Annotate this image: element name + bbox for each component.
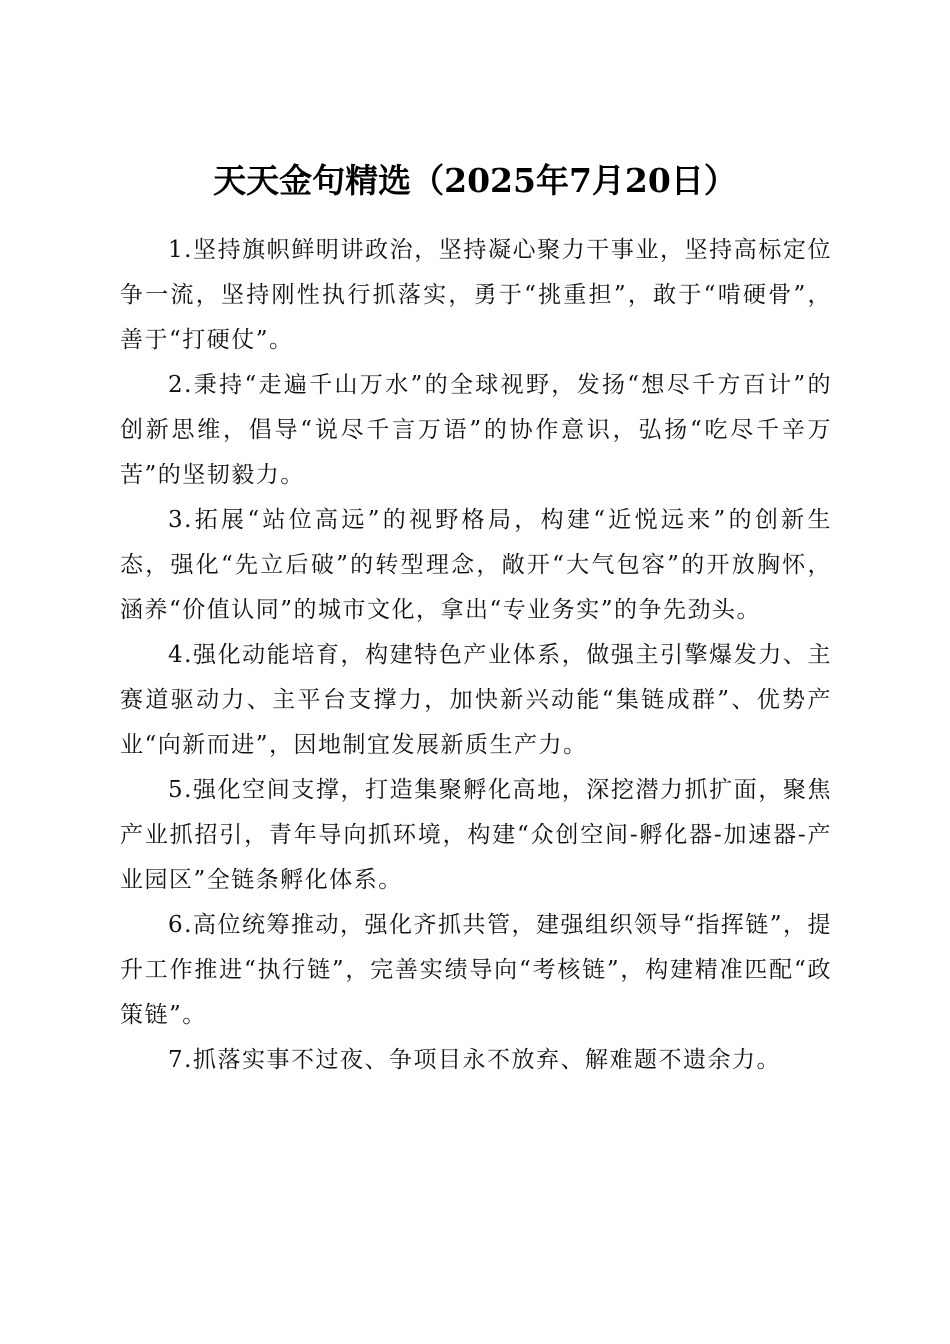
paragraph-6: 6.高位统筹推动，强化齐抓共管，建强组织领导“指挥链”，提升工作推进“执行链”，完善实绩导向“考核链”，构建精准匹配“政策链”。 bbox=[120, 912, 832, 1028]
page-title: 天天金句精选（2025年7月20日） bbox=[213, 161, 737, 201]
paragraph-2: 2.秉持“走遍千山万水”的全球视野，发扬“想尽千方百计”的创新思维，倡导“说尽千言万语”的协作意识，弘扬“吃尽千辛万苦”的坚韧毅力。 bbox=[120, 372, 832, 488]
paragraph-3: 3.拓展“站位高远”的视野格局，构建“近悦远来”的创新生态，强化“先立后破”的转型理念，敞开“大气包容”的开放胸怀，涵养“价值认同”的城市文化，拿出“专业务实”的争先劲头。 bbox=[120, 507, 832, 623]
document-body bbox=[120, 228, 832, 1083]
paragraph-4: 4.强化动能培育，构建特色产业体系，做强主引擎爆发力、主赛道驱动力、主平台支撑力，加快新兴动能“集链成群”、优势产业“向新而进”，因地制宜发展新质生产力。 bbox=[120, 642, 832, 758]
paragraph-1: 1.坚持旗帜鲜明讲政治，坚持凝心聚力干事业，坚持高标定位争一流，坚持刚性执行抓落实，勇于“挑重担”，敢于“啃硬骨”，善于“打硬仗”。 bbox=[120, 237, 832, 353]
paragraph-7: 7.抓落实事不过夜、争项目永不放弃、解难题不遗余力。 bbox=[168, 1047, 781, 1073]
paragraph-5: 5.强化空间支撑，打造集聚孵化高地，深挖潜力抓扩面，聚焦产业抓招引，青年导向抓环境，构建“众创空间-孵化器-加速器-产业园区”全链条孵化体系。 bbox=[120, 777, 832, 893]
